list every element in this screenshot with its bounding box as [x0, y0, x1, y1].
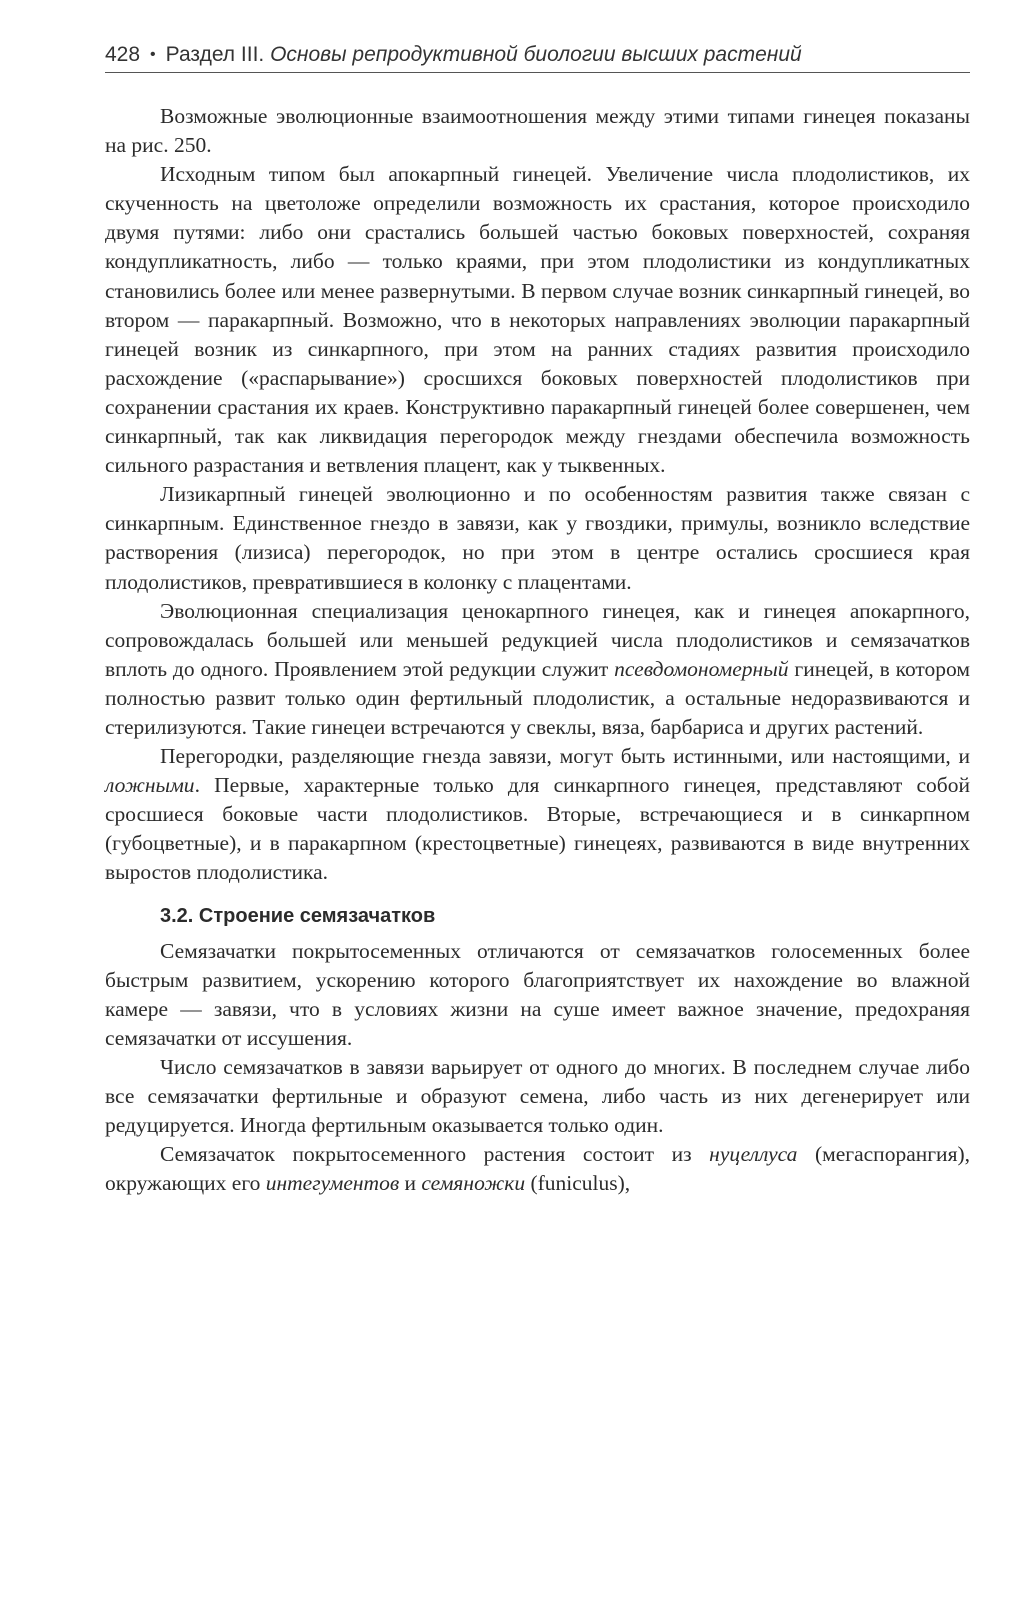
bullet-separator: •: [150, 46, 156, 63]
term-integuments: интегументов: [265, 1171, 400, 1196]
paragraph-4: Эволюционная специализация ценокарпного гинецея, как и гинецея апокарпного, сопровождалась большей или меньшей редукцией числа плодолистиков и семязачатков вплоть до одного. Проявлением этой редукции служит псевдомономерный гинецей, в котором полностью развит только один фертильный плодолистик, а остальные недоразвиваются и стерилизуются. Такие гинецеи встречаются у свеклы, вяза, барбариса и других растений.: [105, 598, 970, 739]
term-false-septa: ложными: [105, 773, 195, 798]
term-funicle: семяножки: [421, 1171, 526, 1196]
paragraph-6: Семязачатки покрытосеменных отличаются от семязачатков голосеменных более быстрым развитием, ускорению которого благоприятствует их нахождение во влажной камере — завязи, что в условиях жизни на суше имеет важное значение, предохраняя семязачатки от иссушения.: [105, 938, 970, 1050]
running-head: [105, 38, 970, 73]
paragraph-3: Лизикарпный гинецей эволюционно и по особенностям развития также связан с синкарпным. Единственное гнездо в завязи, как у гвоздики, примулы, возникло вследствие растворения (лизиса) перегородок, но при этом в центре остались сросшиеся края плодолистиков, превратившиеся в колонку с плацентами.: [105, 482, 970, 594]
section-title: Основы репродуктивной биологии высших растений: [270, 43, 802, 66]
page-number: 428: [105, 43, 141, 66]
section-label: Раздел III.: [165, 43, 265, 66]
section-heading: 3.2. Строение семязачатков: [160, 904, 436, 927]
paragraph-1: Возможные эволюционные взаимоотношения между этими типами гинецея показаны на рис. 250.: [105, 104, 970, 158]
paragraph-2: Исходным типом был апокарпный гинецей. Увеличение числа плодолистиков, их скученность на цветоложе определили возможность их срастания, которое происходило двумя путями: либо они срастались большей частью боковых поверхностей, сохраняя кондупликатность, либо — только краями, при этом плодолистики из кондупликатных становились более или менее развернутыми. В первом случае возник синкарпный гинецей, во втором — паракарпный. Возможно, что в некоторых направлениях эволюции паракарпный гинецей возник из синкарпного, при этом на ранних стадиях развития происходило расхождение («распарывание») сросшихся боковых поверхностей плодолистиков при сохранении срастания их краев. Конструктивно паракарпный гинецей более совершенен, чем синкарпный, так как ликвидация перегородок между гнездами обеспечила возможность сильного разрастания и ветвления плацент, как у тыквенных.: [105, 162, 970, 478]
paragraph-7: Число семязачатков в завязи варьирует от одного до многих. В последнем случае либо все семязачатки фертильные и образуют семена, либо часть из них дегенерирует или редуцируется. Иногда фертильным оказывается только один.: [105, 1054, 970, 1138]
term-nucellus: нуцеллуса: [709, 1142, 798, 1167]
paragraph-8: Семязачаток покрытосеменного растения состоит из нуцеллуса (мегаспорангия), окружающих его интегументов и семяножки (funiculus),: [105, 1142, 970, 1196]
paragraph-5: Перегородки, разделяющие гнезда завязи, могут быть истинными, или настоящими, и ложными. Первые, характерные только для синкарпного гинецея, представляют собой сросшиеся боковые части плодолистиков. Вторые, встречающиеся и в синкарпном (губоцветные), и в паракарпном (крестоцветные) гинецеях, развиваются в виде внутренних выростов плодолистика.: [105, 744, 970, 885]
body-text: [105, 102, 970, 1198]
term-pseudomonomer: псевдомономерный: [614, 656, 789, 681]
